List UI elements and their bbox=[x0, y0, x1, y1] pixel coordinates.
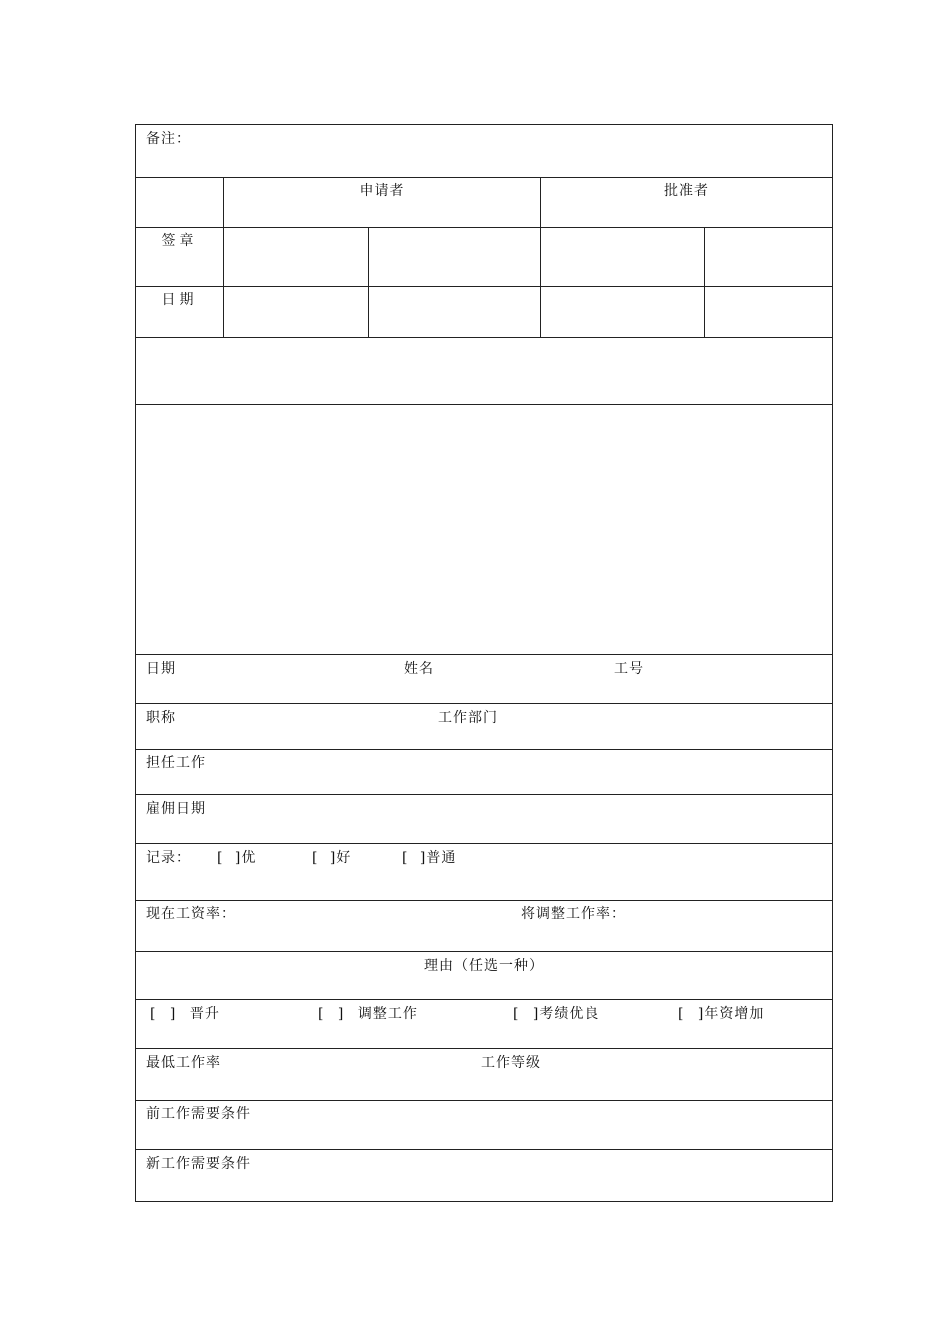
row-divider bbox=[135, 404, 833, 405]
row-divider bbox=[135, 227, 833, 228]
column-divider bbox=[368, 227, 369, 337]
record-option-good[interactable]: [ ]好 bbox=[312, 850, 352, 866]
reason-option-transfer[interactable]: [ ] 调整工作 bbox=[318, 1006, 418, 1022]
row-divider bbox=[135, 1100, 833, 1101]
form-top-border bbox=[135, 124, 833, 125]
row-divider bbox=[135, 337, 833, 338]
column-divider bbox=[223, 177, 224, 337]
name-label: 姓名 bbox=[404, 661, 434, 677]
row-divider bbox=[135, 177, 833, 178]
reason-option-seniority[interactable]: [ ]年资增加 bbox=[678, 1006, 765, 1022]
approver-header: 批准者 bbox=[664, 183, 709, 199]
row-divider bbox=[135, 999, 833, 1000]
adjusted-wage-label: 将调整工作率： bbox=[521, 906, 626, 922]
row-divider bbox=[135, 1048, 833, 1049]
hire-date-label: 雇佣日期 bbox=[146, 801, 206, 817]
min-rate-label: 最低工作率 bbox=[146, 1055, 221, 1071]
duty-label: 担任工作 bbox=[146, 755, 206, 771]
department-label: 工作部门 bbox=[438, 710, 498, 726]
row-divider bbox=[135, 794, 833, 795]
title-label: 职称 bbox=[146, 710, 176, 726]
current-wage-label: 现在工资率： bbox=[146, 906, 236, 922]
sign-date-label: 日期 bbox=[161, 292, 198, 308]
row-divider bbox=[135, 286, 833, 287]
row-divider bbox=[135, 1149, 833, 1150]
applicant-header: 申请者 bbox=[359, 183, 405, 199]
row-divider bbox=[135, 703, 833, 704]
date-label: 日期 bbox=[146, 661, 176, 677]
column-divider bbox=[540, 177, 541, 337]
column-divider bbox=[704, 227, 705, 337]
row-divider bbox=[135, 951, 833, 952]
row-divider bbox=[135, 900, 833, 901]
form-bottom-border bbox=[135, 1201, 833, 1202]
record-option-excellent[interactable]: [ ]优 bbox=[217, 850, 257, 866]
reason-option-performance[interactable]: [ ]考绩优良 bbox=[513, 1006, 600, 1022]
row-divider bbox=[135, 843, 833, 844]
reason-header: 理由（任选一种） bbox=[424, 958, 544, 974]
employee-no-label: 工号 bbox=[614, 661, 644, 677]
row-divider bbox=[135, 749, 833, 750]
remarks-label: 备注： bbox=[146, 131, 191, 147]
reason-option-promotion[interactable]: [ ] 晋升 bbox=[150, 1006, 220, 1022]
record-option-normal[interactable]: [ ]普通 bbox=[402, 850, 457, 866]
job-grade-label: 工作等级 bbox=[481, 1055, 541, 1071]
new-requirements-label: 新工作需要条件 bbox=[146, 1156, 251, 1172]
row-divider bbox=[135, 654, 833, 655]
record-label: 记录： bbox=[146, 850, 191, 866]
seal-label: 签章 bbox=[161, 233, 198, 249]
prev-requirements-label: 前工作需要条件 bbox=[146, 1106, 251, 1122]
